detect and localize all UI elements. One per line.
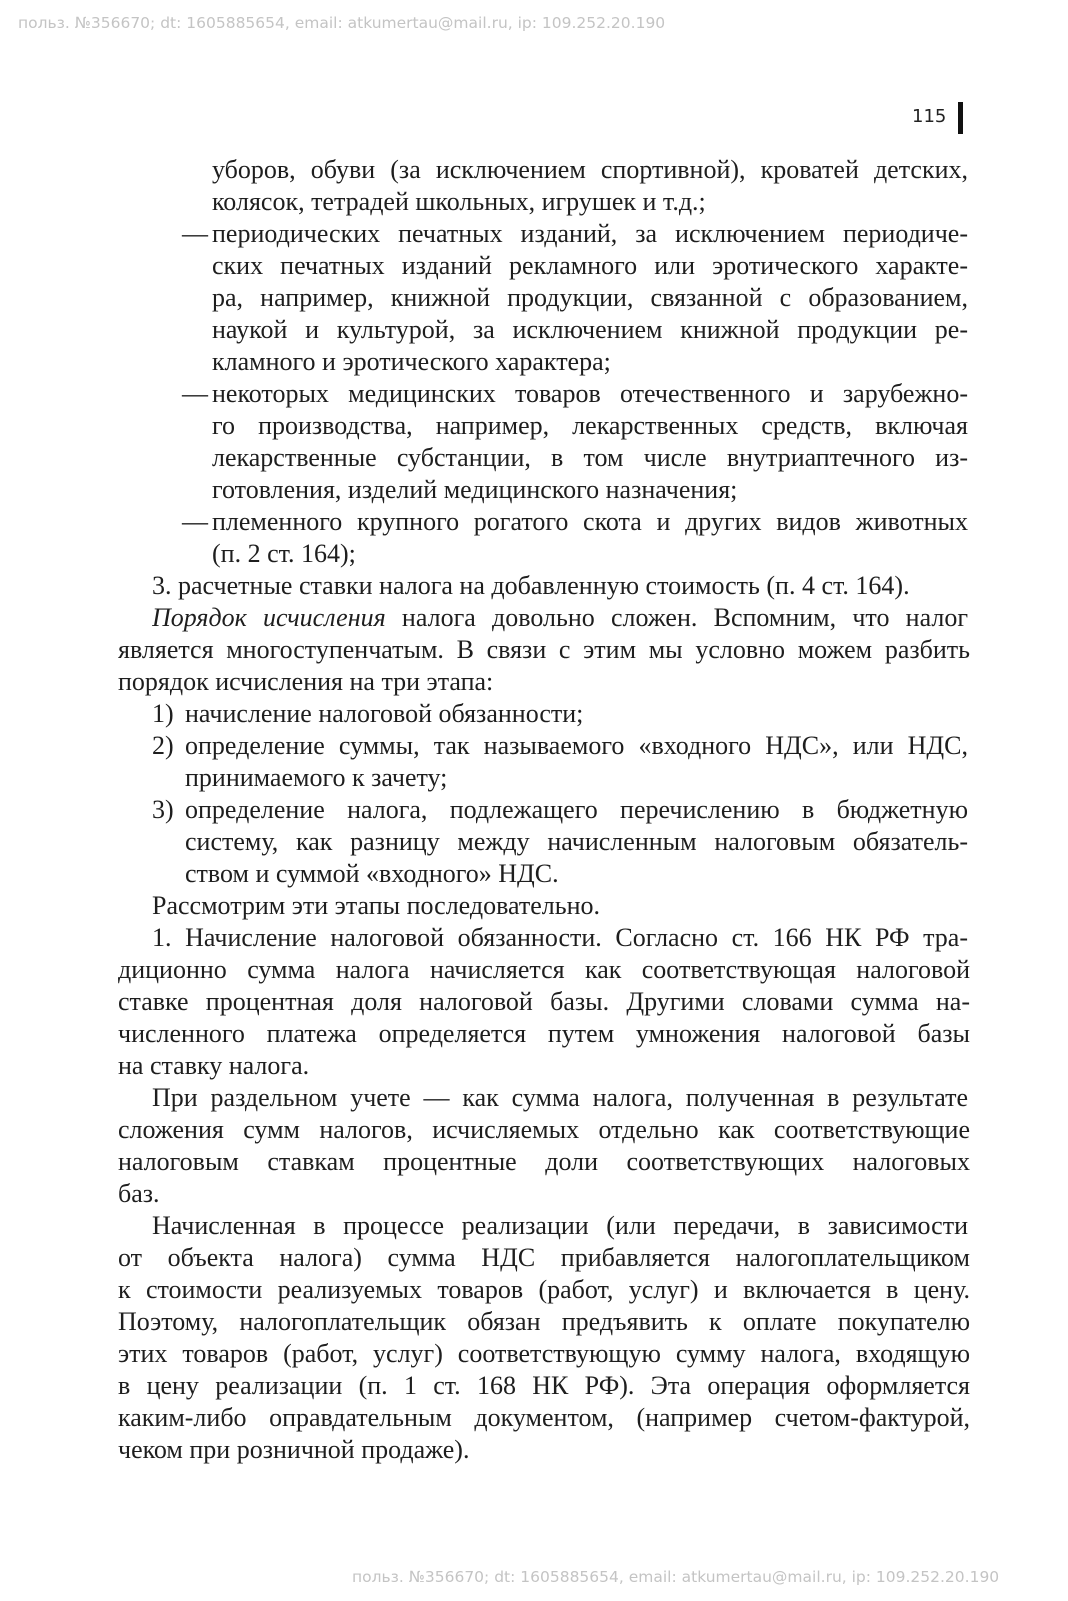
text-line: наукой и культурой, за исключением книжной продукции ре- (212, 315, 968, 344)
text-line: от объекта налога) сумма НДС прибавляется налогоплательщиком (118, 1243, 970, 1272)
text-line: Начисленная в процессе реализации (или передачи, в зависимости (152, 1211, 968, 1240)
watermark-top: польз. №356670; dt: 1605885654, email: atkumertau@mail.ru, ip: 109.252.20.190 (18, 14, 666, 32)
text-line: уборов, обуви (за исключением спортивной), кроватей детских, (212, 155, 968, 184)
text-line: готовления, изделий медицинского назначения; (212, 475, 738, 504)
text-line: При раздельном учете — как сумма налога, полученная в результате (152, 1083, 968, 1112)
page-number-bar (958, 102, 963, 134)
italic-term: Порядок исчисления (152, 603, 386, 632)
text-line: численного платежа определяется путем умножения налоговой базы (118, 1019, 970, 1048)
text-line: на ставку налога. (118, 1051, 310, 1080)
text-line: к стоимости реализуемых товаров (работ, услуг) и включается в цену. (118, 1275, 970, 1304)
text-line: го производства, например, лекарственных средств, включая (212, 411, 968, 440)
list-dash: — (182, 507, 208, 536)
text-line: каким-либо оправдательным документом, (например счетом-фактурой, (118, 1403, 970, 1432)
text-line: Поэтому, налогоплательщик обязан предъявить к оплате покупателю (118, 1307, 970, 1336)
text-line: 3. расчетные ставки налога на добавленную стоимость (п. 4 ст. 164). (152, 571, 910, 600)
page-number: 115 (912, 106, 947, 127)
text-line: начисление налоговой обязанности; (185, 699, 584, 728)
text-line: этих товаров (работ, услуг) соответствующую сумму налога, входящую (118, 1339, 970, 1368)
text-line: чеком при розничной продаже). (118, 1435, 470, 1464)
text-line: лекарственные субстанции, в том числе внутриаптечного из- (212, 443, 968, 472)
text-line: племенного крупного рогатого скота и других видов животных (212, 507, 968, 536)
text-line: кламного и эротического характера; (212, 347, 611, 376)
list-number: 3) (152, 795, 174, 824)
text-line: некоторых медицинских товаров отечественного и зарубежно- (212, 379, 968, 408)
text-line: периодических печатных изданий, за исключением периодиче- (212, 219, 968, 248)
text-line: Рассмотрим эти этапы последовательно. (152, 891, 601, 920)
text-line: ством и суммой «входного» НДС. (185, 859, 559, 888)
text-line: систему, как разницу между начисленным налоговым обязатель- (185, 827, 968, 856)
list-dash: — (182, 219, 208, 248)
text-span: налога довольно сложен. Вспомним, что налог (385, 603, 968, 632)
text-line: колясок, тетрадей школьных, игрушек и т.д.; (212, 187, 706, 216)
text-line: ра, например, книжной продукции, связанной с образованием, (212, 283, 968, 312)
text-line: ских печатных изданий рекламного или эротического характе- (212, 251, 968, 280)
text-line: налоговым ставкам процентные доли соответствующих налоговых (118, 1147, 970, 1176)
text-line: в цену реализации (п. 1 ст. 168 НК РФ). Эта операция оформляется (118, 1371, 970, 1400)
text-line: определение суммы, так называемого «входного НДС», или НДС, (185, 731, 968, 760)
paragraph-first-line (152, 602, 968, 634)
text-line: 1. Начисление налоговой обязанности. Согласно ст. 166 НК РФ тра- (152, 923, 968, 952)
text-line: принимаемого к зачету; (185, 763, 448, 792)
text-line: диционно сумма налога начисляется как соответствующая налоговой (118, 955, 970, 984)
text-line: (п. 2 ст. 164); (212, 539, 356, 568)
list-number: 1) (152, 699, 174, 728)
text-line: баз. (118, 1179, 160, 1208)
text-line: является многоступенчатым. В связи с этим мы условно можем разбить (118, 635, 970, 664)
text-line: порядок исчисления на три этапа: (118, 667, 494, 696)
text-line: определение налога, подлежащего перечислению в бюджетную (185, 795, 968, 824)
text-line: сложения сумм налогов, исчисляемых отдельно как соответствующие (118, 1115, 970, 1144)
watermark-bottom: польз. №356670; dt: 1605885654, email: atkumertau@mail.ru, ip: 109.252.20.190 (352, 1568, 1000, 1586)
list-dash: — (182, 379, 208, 408)
text-line: ставке процентная доля налоговой базы. Другими словами сумма на- (118, 987, 970, 1016)
list-number: 2) (152, 731, 174, 760)
